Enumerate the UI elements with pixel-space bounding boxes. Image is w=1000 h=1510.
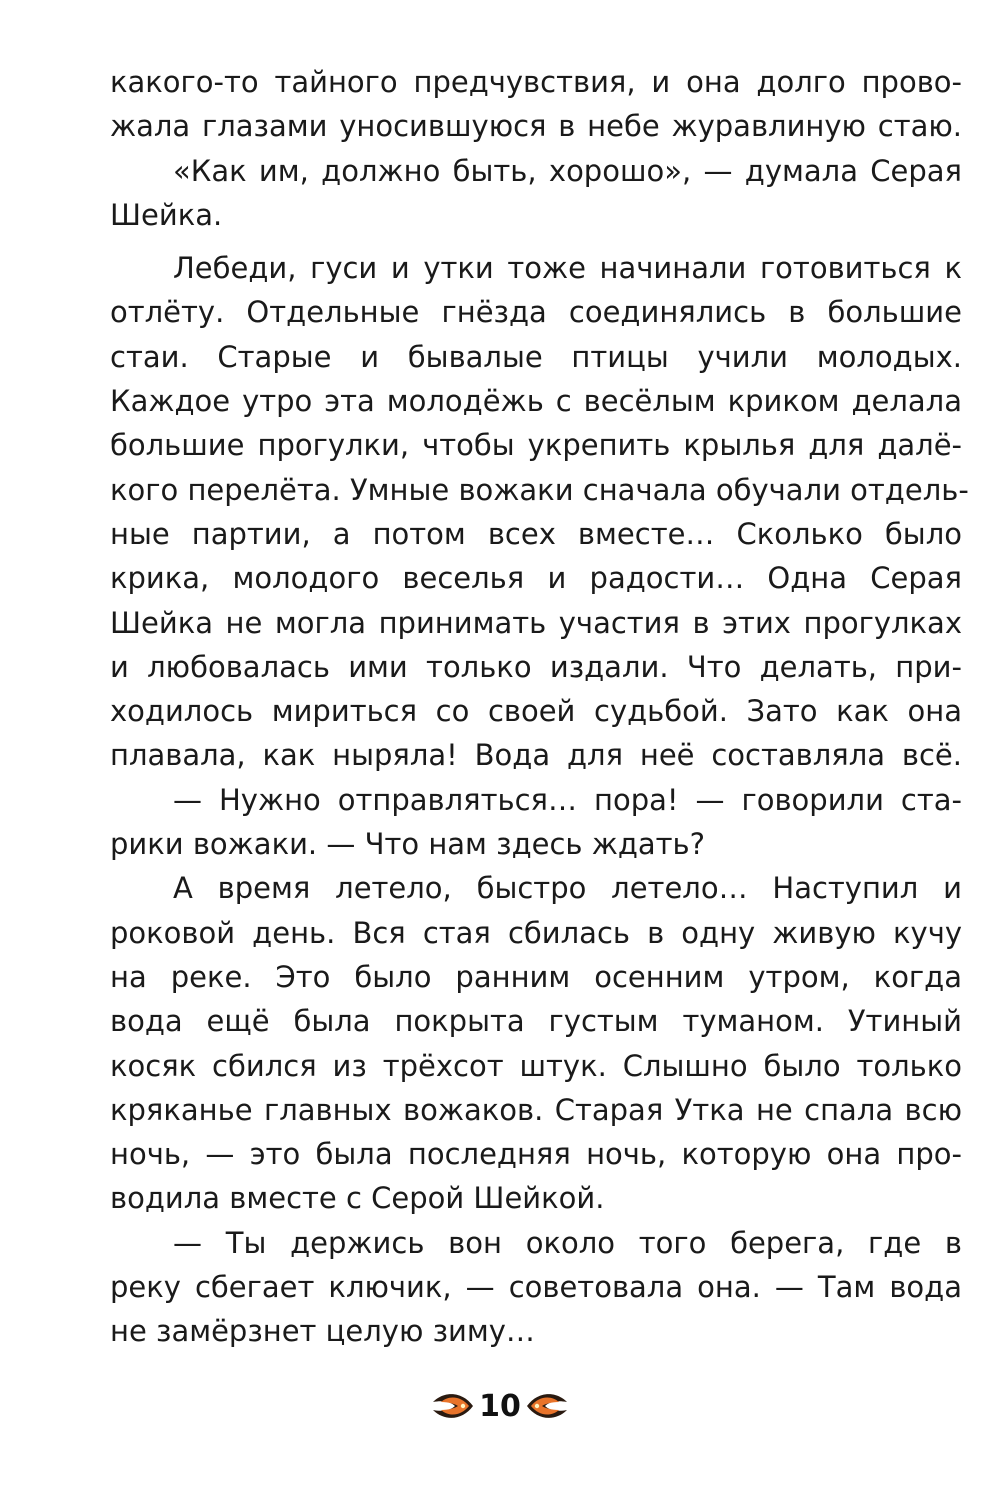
right-leaf-ornament-icon xyxy=(525,1386,571,1426)
text-line: ные партии, а потом всех вместе… Сколько было xyxy=(110,516,962,551)
text-line: — Ты держись вон около того берега, где в xyxy=(173,1225,962,1260)
text-line: водила вместе с Серой Шейкой. xyxy=(110,1181,605,1216)
text-line: большие прогулки, чтобы укрепить крылья для далё- xyxy=(110,428,962,463)
text-line: Шейка не могла принимать участия в этих прогулках xyxy=(110,605,962,640)
text-line: и любовалась ими только издали. Что делать, при- xyxy=(110,649,962,684)
text-line: стаи. Старые и бывалые птицы учили молодых. xyxy=(110,339,962,374)
text-line: косяк сбился из трёхсот штук. Слышно было только xyxy=(110,1048,962,1083)
text-line: на реке. Это было ранним осенним утром, когда xyxy=(110,959,962,994)
text-line: «Как им, должно быть, хорошо», — думала Серая xyxy=(173,153,962,188)
text-line: плавала, как ныряла! Вода для неё составляла всё. xyxy=(110,738,962,773)
page-number-folio xyxy=(0,1378,1000,1434)
text-line: ходилось мириться со своей судьбой. Зато как она xyxy=(110,694,962,729)
text-line: какого-то тайного предчувствия, и она долго прово- xyxy=(110,65,962,99)
text-line: А время летело, быстро летело… Наступил и xyxy=(173,871,962,906)
text-line: вода ещё была покрыта густым туманом. Утиный xyxy=(110,1004,962,1039)
text-line: — Нужно отправляться… пора! — говорили ста- xyxy=(173,782,962,817)
text-page xyxy=(110,60,969,1354)
left-leaf-ornament-icon xyxy=(429,1386,475,1426)
text-line: рики вожаки. — Что нам здесь ждать? xyxy=(110,827,706,862)
text-line: Лебеди, гуси и утки тоже начинали готовиться к xyxy=(173,251,962,286)
text-line: кряканье главных вожаков. Старая Утка не спала всю xyxy=(110,1092,962,1127)
text-line: кого перелёта. Умные вожаки сначала обучали отдель- xyxy=(110,472,969,507)
text-line: не замёрзнет целую зиму… xyxy=(110,1314,535,1349)
text-line: роковой день. Вся стая сбилась в одну живую кучу xyxy=(110,915,962,950)
text-line: Шейка. xyxy=(110,197,223,232)
text-line: отлёту. Отдельные гнёзда соединялись в большие xyxy=(110,295,962,330)
text-line: реку сбегает ключик, — советовала она. — Там вода xyxy=(110,1270,962,1305)
page-number: 10 xyxy=(479,1388,521,1424)
text-line: Каждое утро эта молодёжь с весёлым криком делала xyxy=(110,384,962,419)
text-line: ночь, — это была последняя ночь, которую она про- xyxy=(110,1137,962,1172)
text-line: жала глазами уносившуюся в небе журавлиную стаю. xyxy=(110,109,962,144)
text-line: крика, молодого веселья и радости… Одна Серая xyxy=(110,561,962,596)
